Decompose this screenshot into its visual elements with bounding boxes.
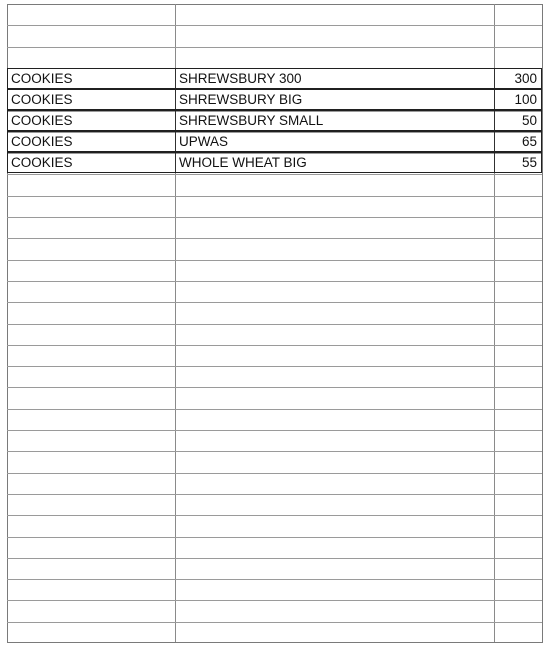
grid-row-line: [7, 345, 542, 346]
grid-row-line: [7, 47, 542, 48]
quantity-cell[interactable]: 300: [514, 71, 537, 86]
category-cell[interactable]: COOKIES: [11, 92, 73, 107]
grid-row-line: [7, 25, 542, 26]
grid-row-line: [7, 409, 542, 410]
category-cell[interactable]: COOKIES: [11, 155, 73, 170]
grid-row-line: [7, 558, 542, 559]
grid-row-line: [7, 515, 542, 516]
cell-divider: [494, 69, 495, 88]
item-cell[interactable]: SHREWSBURY 300: [179, 71, 302, 86]
item-cell[interactable]: UPWAS: [179, 134, 229, 149]
grid-row-line: [7, 473, 542, 474]
category-cell[interactable]: COOKIES: [11, 113, 73, 128]
quantity-cell[interactable]: 55: [521, 155, 537, 170]
grid-row-line: [7, 324, 542, 325]
grid-row-line: [7, 600, 542, 601]
grid-row-line: [7, 302, 542, 303]
cell-divider: [494, 90, 495, 109]
cell-divider: [494, 111, 495, 130]
grid-row-line: [7, 451, 542, 452]
cell-divider: [175, 90, 176, 109]
table-row[interactable]: [7, 89, 542, 110]
table-row[interactable]: [7, 131, 542, 152]
item-cell[interactable]: WHOLE WHEAT BIG: [179, 155, 307, 170]
item-cell[interactable]: SHREWSBURY BIG: [179, 92, 303, 107]
grid-row-line: [7, 579, 542, 580]
spreadsheet-grid: [7, 4, 542, 642]
category-cell[interactable]: COOKIES: [11, 71, 73, 86]
grid-row-line: [7, 217, 542, 218]
quantity-cell[interactable]: 100: [514, 92, 537, 107]
grid-row-line: [7, 238, 542, 239]
grid-row-line: [7, 196, 542, 197]
cell-divider: [175, 111, 176, 130]
cell-divider: [175, 69, 176, 88]
cell-divider: [175, 132, 176, 151]
table-row[interactable]: [7, 110, 542, 131]
quantity-cell[interactable]: 50: [521, 113, 537, 128]
grid-row-line: [7, 494, 542, 495]
item-cell[interactable]: SHREWSBURY SMALL: [179, 113, 324, 128]
table-row[interactable]: [7, 152, 542, 173]
grid-row-line: [7, 622, 542, 623]
grid-row-line: [7, 174, 542, 175]
cell-divider: [494, 153, 495, 172]
quantity-cell[interactable]: 65: [521, 134, 537, 149]
cell-divider: [494, 132, 495, 151]
grid-row-line: [7, 387, 542, 388]
grid-row-line: [7, 430, 542, 431]
table-row[interactable]: [7, 68, 542, 89]
grid-row-line: [7, 366, 542, 367]
category-cell[interactable]: COOKIES: [11, 134, 73, 149]
grid-row-line: [7, 281, 542, 282]
grid-row-line: [7, 260, 542, 261]
grid-row-line: [7, 537, 542, 538]
cell-divider: [175, 153, 176, 172]
